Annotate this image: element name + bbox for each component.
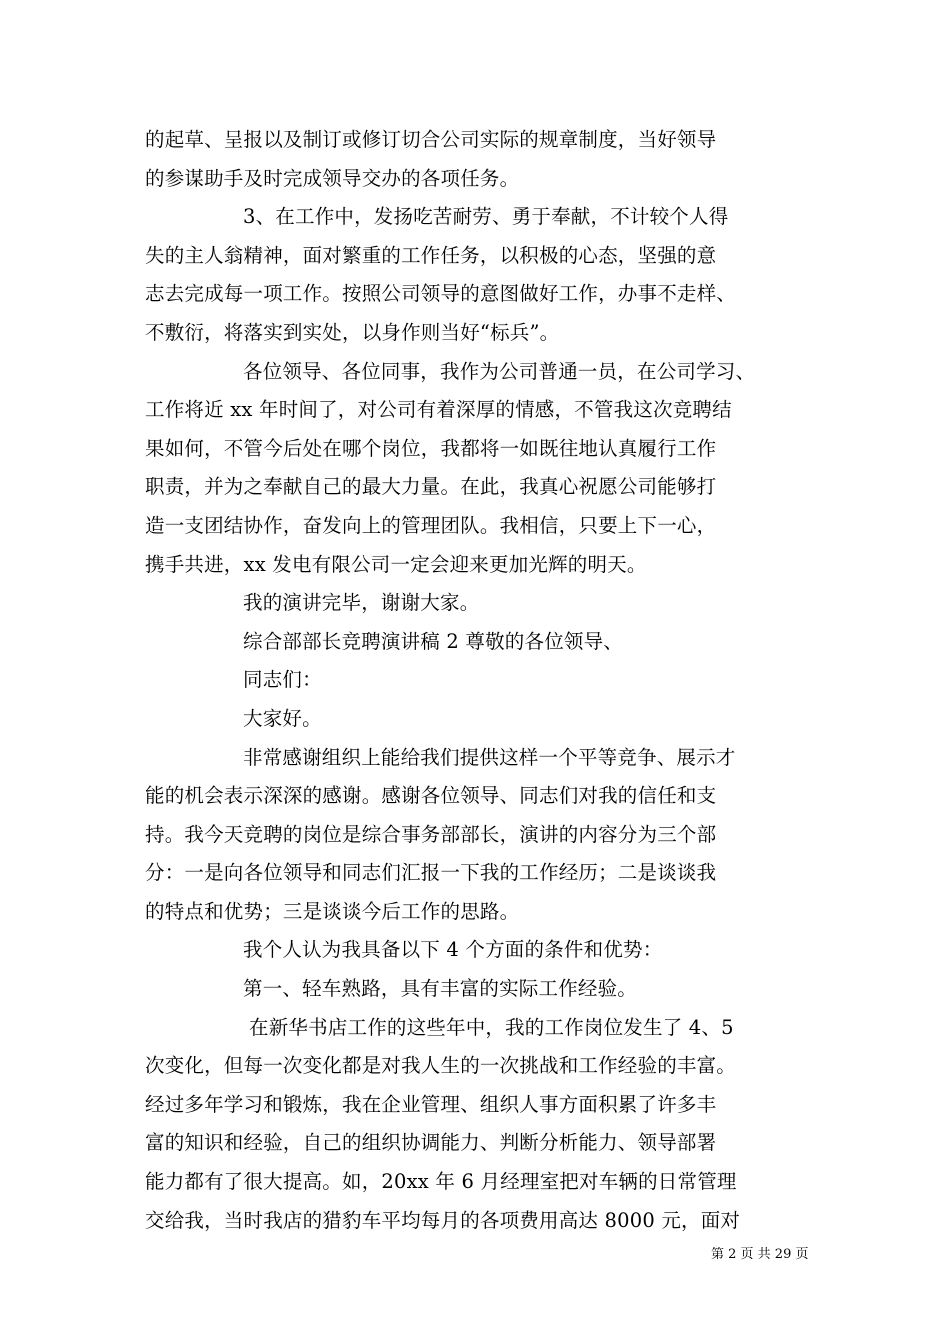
text-line: 携手共进，xx 发电有限公司一定会迎来更加光辉的明天。: [145, 552, 647, 576]
text-line: 分：一是向各位领导和同志们汇报一下我的工作经历；二是谈谈我: [145, 861, 717, 885]
text-line: 我的演讲完毕，谢谢大家。: [243, 591, 480, 615]
text-line: 能的机会表示深深的感谢。感谢各位领导、同志们对我的信任和支: [145, 784, 717, 808]
text-line: 次变化，但每一次变化都是对我人生的一次挑战和工作经验的丰富。: [145, 1054, 737, 1078]
text-line: 的参谋助手及时完成领导交办的各项任务。: [145, 166, 520, 190]
text-line: 同志们：: [243, 668, 322, 692]
text-line: 的特点和优势；三是谈谈今后工作的思路。: [145, 899, 520, 923]
page-number: 第 2 页 共 29 页: [711, 1247, 809, 1262]
text-line: 经过多年学习和锻炼，我在企业管理、组织人事方面积累了许多丰: [145, 1092, 717, 1116]
text-line: 工作将近 xx 年时间了，对公司有着深厚的情感，不管我这次竞聘结: [145, 398, 732, 422]
text-line: 志去完成每一项工作。按照公司领导的意图做好工作，办事不走样、: [145, 282, 737, 306]
body-text: [145, 121, 810, 1240]
text-line: 富的知识和经验，自己的组织协调能力、判断分析能力、领导部署: [145, 1131, 717, 1155]
text-line: 交给我，当时我店的猎豹车平均每月的各项费用高达 8000 元，面对: [145, 1208, 741, 1232]
text-line: 我个人认为我具备以下 4 个方面的条件和优势：: [243, 938, 663, 962]
text-line: 果如何，不管今后处在哪个岗位，我都将一如既往地认真履行工作: [145, 436, 717, 460]
text-line: 持。我今天竞聘的岗位是综合事务部部长，演讲的内容分为三个部: [145, 822, 717, 846]
text-line: 造一支团结协作，奋发向上的管理团队。我相信，只要上下一心，: [145, 513, 717, 537]
text-line: 综合部部长竞聘演讲稿 2 尊敬的各位领导、: [243, 629, 624, 653]
text-line: 在新华书店工作的这些年中，我的工作岗位发生了 4、5: [249, 1015, 734, 1039]
text-line: 职责，并为之奉献自己的最大力量。在此，我真心祝愿公司能够打: [145, 475, 717, 499]
text-line: 3、在工作中，发扬吃苦耐劳、勇于奉献，不计较个人得: [243, 205, 729, 229]
text-line: 不敷衍，将落实到实处，以身作则当好“标兵”。: [145, 320, 560, 344]
text-line: 能力都有了很大提高。如，20xx 年 6 月经理室把对车辆的日常管理: [145, 1170, 737, 1194]
text-line: 各位领导、各位同事，我作为公司普通一员，在公司学习、: [243, 359, 756, 383]
text-line: 失的主人翁精神，面对繁重的工作任务，以积极的心态，坚强的意: [145, 243, 717, 267]
text-line: 第一、轻车熟路，具有丰富的实际工作经验。: [243, 977, 638, 1001]
text-line: 的起草、呈报以及制订或修订切合公司实际的规章制度，当好领导: [145, 128, 717, 151]
text-line: 大家好。: [243, 706, 322, 730]
text-line: 非常感谢组织上能给我们提供这样一个平等竞争、展示才: [243, 745, 736, 769]
